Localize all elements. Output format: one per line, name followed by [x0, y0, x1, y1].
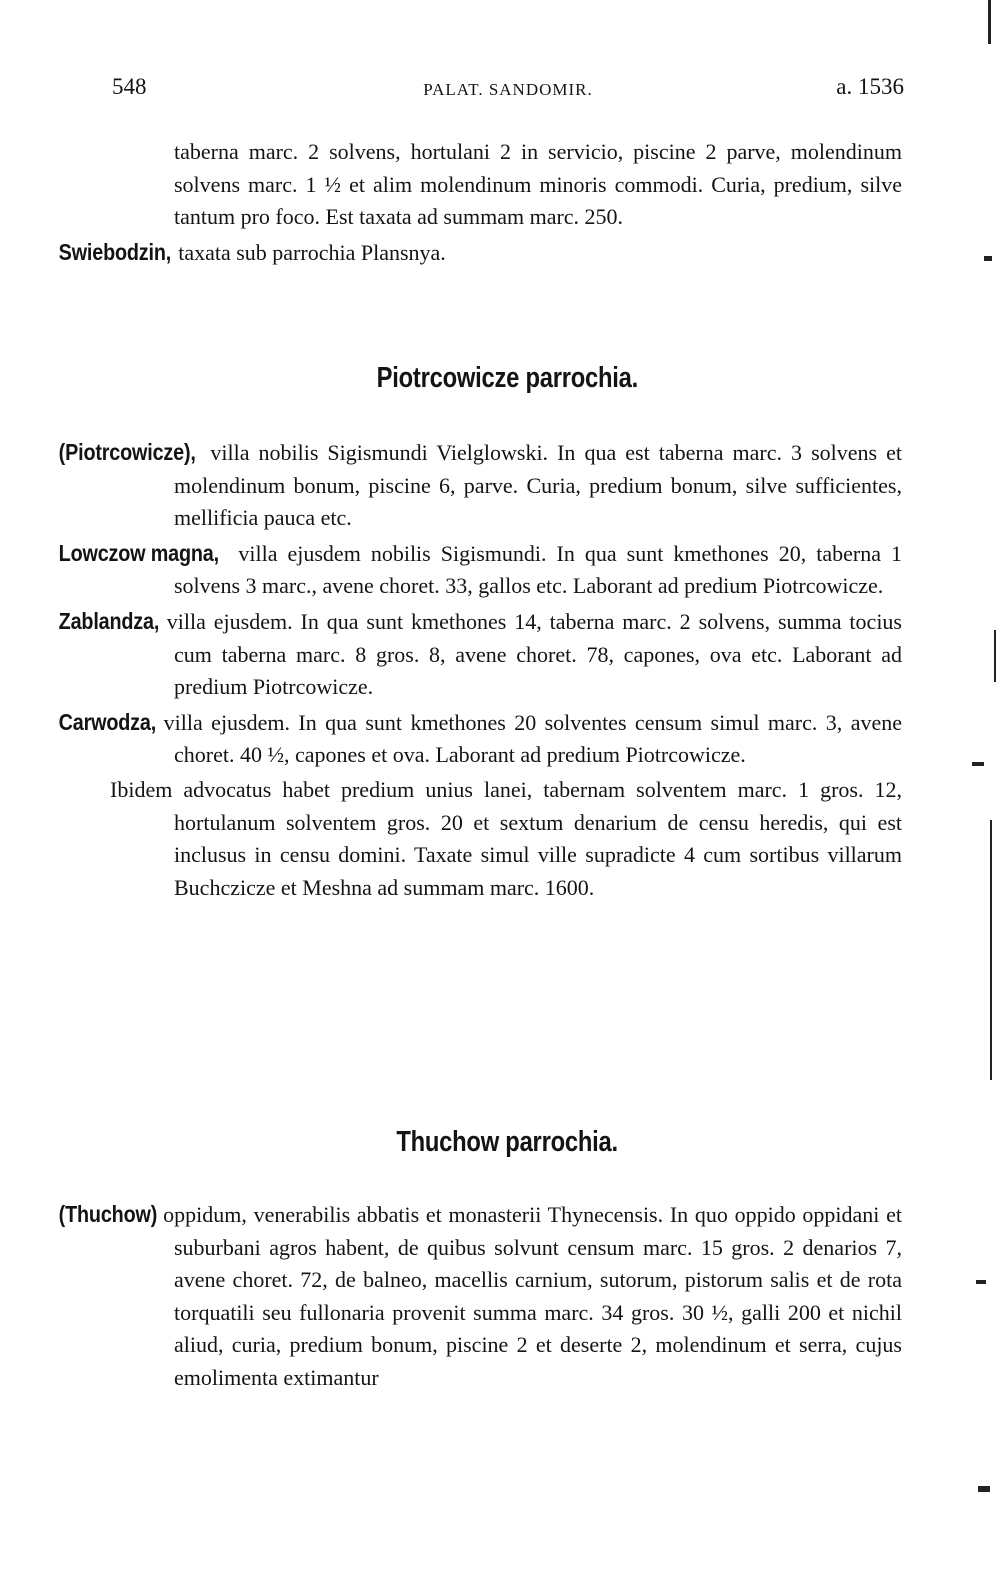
scan-mark [988, 0, 991, 44]
entry-text: villa ejusdem. In qua sunt kmethones 14, taberna marc. 2 solvens, summa tocius cum taberna marc. 8 gros. 8, avene choret. 78, capones, ova etc. Laborant ad predium Piotrcowicze. [158, 608, 902, 700]
entry-thuchow [58, 1198, 902, 1395]
scan-mark [972, 762, 984, 766]
entry-lemma: Zablandza, [58, 607, 160, 634]
paragraph-continuation: taberna marc. 2 solvens, hortulani 2 in servicio, piscine 2 parve, molendinum solvens marc. 1 ½ et alim molendinum minoris commodi. Curia, predium, silve tantum pro foco. Est taxata ad summam marc. 250. [174, 139, 902, 230]
scan-mark [994, 630, 996, 682]
scan-mark [976, 1280, 986, 1284]
entry-lemma: (Piotrcowicze), [58, 439, 196, 465]
entry-zablandza [58, 605, 902, 704]
scan-mark [990, 820, 992, 1080]
section-title-thuchow [112, 1126, 902, 1159]
entry-lemma: Carwodza, [58, 708, 157, 735]
text-block-thuchow [58, 1198, 902, 1397]
entry-lemma: Swiebodzin, [58, 238, 172, 265]
entry-text: taxata sub parrochia Plansnya. [172, 239, 446, 265]
entry-piotrcowicze [58, 436, 902, 535]
entry-carwodza [58, 706, 902, 772]
entry-swiebodzin [58, 236, 902, 270]
section-title-piotrcowicze [112, 362, 902, 395]
entry-ibidem: Ibidem advocatus habet predium unius lanei, tabernam solventem marc. 1 gros. 12, hortulanum solventem gros. 20 et sextum denarium de censu heredis, qui est inclusus in censu domini. Taxate simul ville supradicte 4 cum sortibus villarum Buchczicze et Meshna ad summam marc. 1600. [110, 776, 902, 900]
running-title: PALAT. SANDOMIR. [423, 80, 593, 99]
section-title-text: Thuchow parrochia. [396, 1126, 618, 1158]
entry-lemma: (Thuchow) [58, 1201, 158, 1227]
scan-edge-marks [970, 0, 1000, 1570]
page-number: 548 [112, 74, 147, 99]
entry-text: villa nobilis Sigismundi Vielglowski. In qua est taberna marc. 3 solvens et molendinum bonum, piscine 6, parve. Curia, predium bonum, silve sufficientes, mellificia pauca etc. [174, 440, 902, 531]
text-block-piotrcowicze [58, 436, 902, 906]
running-head [112, 74, 904, 108]
scan-mark [984, 256, 992, 261]
entry-text: oppidum, venerabilis abbatis et monasterii Thynecensis. In quo oppido oppidani et suburbani agros habent, de quibus solvunt censum marc. 15 gros. 2 denarios 7, avene choret. 72, de balneo, macellis carnium, sutorum, pistorum salis et de rota torquatili seu fullonaria provenit summa marc. 34 gros. 30 ½, galli 200 et nichil aliud, curia, predium bonum, piscine 2 et deserte 2, molendinum et serra, cujus emolimenta extimantur [156, 1202, 902, 1390]
page-year: a. 1536 [836, 74, 904, 99]
entry-lowczow-magna [58, 537, 902, 603]
scan-mark [978, 1486, 990, 1492]
entry-lemma: Lowczow magna, [58, 539, 219, 566]
entry-text: villa ejusdem. In qua sunt kmethones 20 solventes censum simul marc. 3, avene choret. 40 ½, capones et ova. Laborant ad predium Piotrcowicze. [155, 709, 902, 768]
text-block-top [58, 136, 902, 271]
section-title-text: Piotrcowicze parrochia. [376, 362, 638, 394]
entry-text: villa ejusdem nobilis Sigismundi. In qua sunt kmethones 20, taberna 1 solvens 3 marc., avene choret. 33, gallos etc. Laborant ad predium Piotrcowicze. [174, 540, 902, 599]
